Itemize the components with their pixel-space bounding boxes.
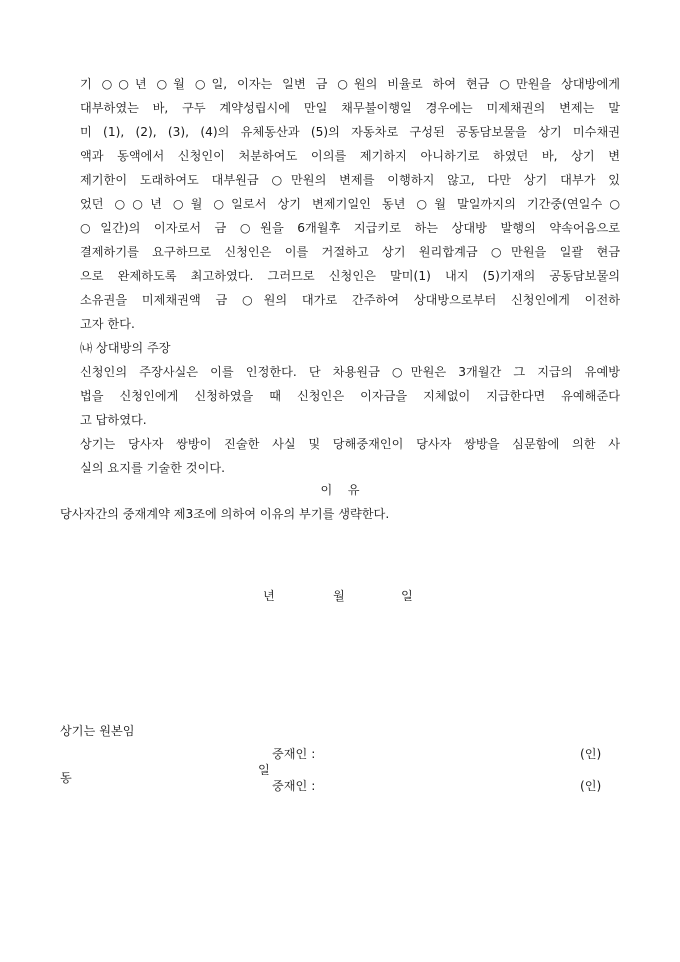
claim-line: 법을 신청인에게 신청하였을 때 신청인은 이자금을 지체없이 지급한다면 유예해준다 <box>80 389 620 403</box>
body-line: 미 (1), (2), (3), (4)의 유체동산과 (5)의 자동차로 구성된 공동담보물을 상기 미수채권 <box>80 125 620 139</box>
date-year: 년 <box>263 589 275 603</box>
body-line: 결제하기를 요구하므로 신청인은 이를 거절하고 상기 원리합계금 ○만원을 일괄 현금 <box>80 245 620 259</box>
body-line: ○일간)의 이자로서 금 ○원을 6개월후 지급키로 하는 상대방 발행의 약속어음으로 <box>80 221 620 235</box>
body-line: 었던 ○○년 ○월 ○일로서 상기 변제기일인 동년 ○월 말일까지의 기간중(연일수○ <box>80 197 620 211</box>
arbitrator-label: 중재인 : <box>272 747 316 761</box>
summary-line: 실의 요지를 기술한 것이다. <box>80 461 226 475</box>
summary-line: 상기는 당사자 쌍방이 진술한 사실 및 당해중재인이 당사자 쌍방을 심문함에 의한 사 <box>80 437 620 451</box>
reason-text: 당사자간의 중재계약 제3조에 의하여 이유의 부기를 생략한다. <box>60 507 390 521</box>
date-month: 월 <box>333 589 345 603</box>
claim-line: 신청인의 주장사실은 이를 인정한다. 단 차용원금 ○만원은 3개월간 그 지급의 유예방 <box>80 365 620 379</box>
body-line: 고자 한다. <box>80 317 135 331</box>
claim-line: 고 답하였다. <box>80 413 147 427</box>
reason-title: 이 유 <box>320 483 360 497</box>
body-line: 제기한이 도래하여도 대부원금 ○만원의 변제를 이행하지 않고, 다만 상기 대부가 있 <box>80 173 620 187</box>
seal-mark: (인) <box>580 779 602 793</box>
section-heading: ㈏ 상대방의 주장 <box>80 341 171 355</box>
seal-mark: (인) <box>580 747 602 761</box>
same-right: 일 <box>258 763 270 777</box>
same-left: 동 <box>60 771 72 785</box>
copy-note: 상기는 원본임 <box>60 724 135 738</box>
arbitrator-label: 중재인 : <box>272 779 316 793</box>
body-line: 으로 완제하도록 최고하였다. 그러므로 신청인은 말미(1) 내지 (5)기재의 공동담보물의 <box>80 269 620 283</box>
body-line: 액과 동액에서 신청인이 처분하여도 이의를 제기하지 아니하기로 하였던 바, 상기 변 <box>80 149 620 163</box>
date-day: 일 <box>401 589 413 603</box>
body-line: 기 ○○년 ○월 ○일, 이자는 일변 금 ○원의 비율로 하여 현금 ○만원을 상대방에게 <box>80 77 620 91</box>
body-line: 소유권을 미제채권액 금 ○원의 대가로 간주하여 상대방으로부터 신청인에게 이전하 <box>80 293 620 307</box>
body-line: 대부하였는 바, 구두 계약성립시에 만일 채무불이행일 경우에는 미제채권의 변제는 말 <box>80 101 620 115</box>
